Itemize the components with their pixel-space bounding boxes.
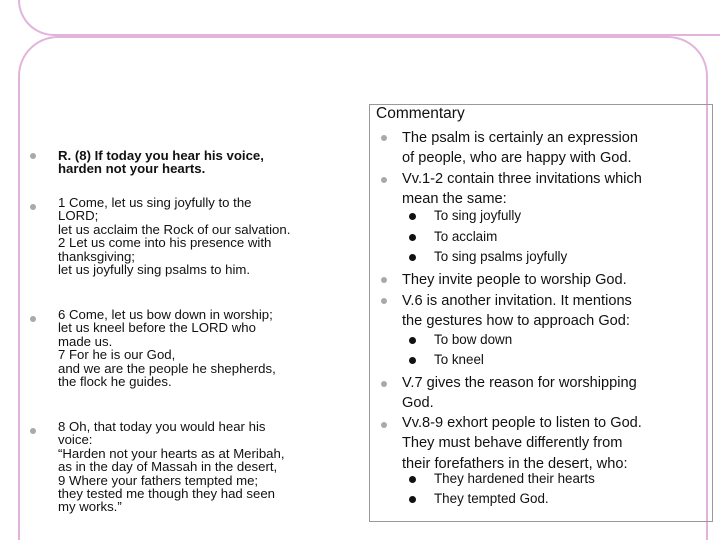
commentary-point-6: Vv.8-9 exhort people to listen to God. They must behave differently from their forefathers in the desert, who: [402, 415, 642, 472]
bullet-icon [30, 428, 36, 434]
sub-bullet-icon [409, 476, 416, 483]
slide-frame-top [18, 0, 720, 36]
bullet-icon [30, 316, 36, 322]
bullet-icon [381, 135, 387, 141]
sub-bullet-icon [409, 254, 416, 261]
bullet-icon [30, 153, 36, 159]
sub-bullet-icon [409, 357, 416, 364]
commentary-title: Commentary [376, 105, 465, 122]
psalm-response: R. (8) If today you hear his voice, harden not your hearts. [58, 148, 264, 177]
commentary-point-4: V.6 is another invitation. It mentions the gestures how to approach God: [402, 293, 632, 330]
bullet-icon [30, 204, 36, 210]
sub-point: To kneel [434, 352, 484, 367]
psalm-verse-8-9: 8 Oh, that today you would hear his voice: “Harden not your hearts as at Meribah, as in the day of Massah in the desert, 9 Where your fathers tempted me; they tested me though they had seen my works.” [58, 419, 285, 515]
sub-bullet-icon [409, 213, 416, 220]
sub-point: To sing psalms joyfully [434, 249, 568, 264]
commentary-point-5: V.7 gives the reason for worshipping God. [402, 375, 637, 412]
sub-bullet-icon [409, 496, 416, 503]
sub-point: To sing joyfully [434, 208, 522, 223]
commentary-point-2: Vv.1-2 contain three invitations which mean the same: [402, 171, 642, 208]
sub-bullet-icon [409, 337, 416, 344]
commentary-point-3: They invite people to worship God. [402, 272, 627, 288]
psalm-verse-6-7: 6 Come, let us bow down in worship; let us kneel before the LORD who made us. 7 For he is our God, and we are the people he shepherds, the flock he guides. [58, 307, 276, 390]
sub-point: They tempted God. [434, 491, 549, 506]
sub-point: They hardened their hearts [434, 471, 595, 486]
bullet-icon [381, 422, 387, 428]
bullet-icon [381, 277, 387, 283]
bullet-icon [381, 177, 387, 183]
bullet-icon [381, 381, 387, 387]
sub-point: To acclaim [434, 229, 498, 244]
sub-bullet-icon [409, 234, 416, 241]
psalm-verse-1-2: 1 Come, let us sing joyfully to the LORD; let us acclaim the Rock of our salvation. 2 Let us come into his presence with thanksgiving; let us joyfully sing psalms to him. [58, 195, 291, 278]
bullet-icon [381, 298, 387, 304]
sub-point: To bow down [434, 332, 513, 347]
commentary-point-1: The psalm is certainly an expression of people, who are happy with God. [402, 130, 639, 167]
